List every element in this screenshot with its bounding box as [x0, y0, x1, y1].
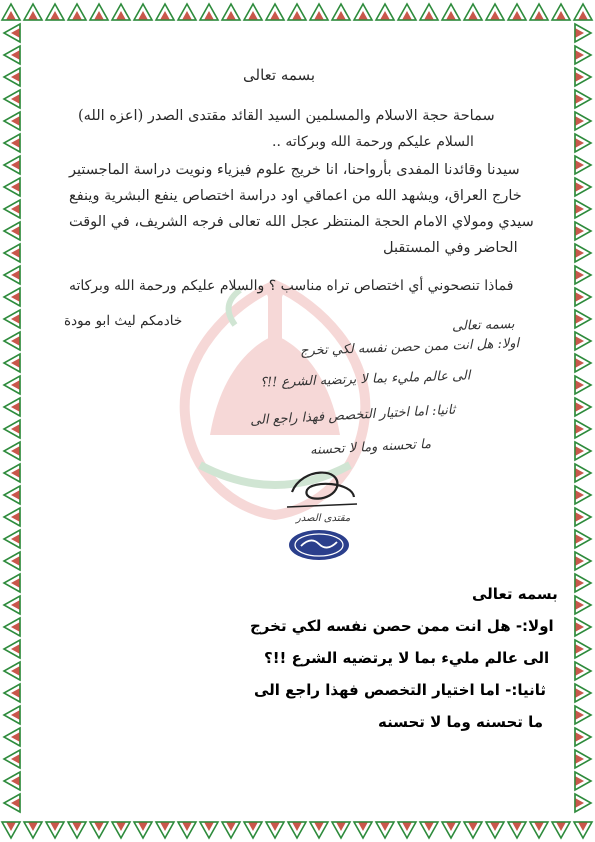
border-bottom [0, 820, 595, 842]
border-tile [0, 88, 22, 110]
border-tile [22, 820, 44, 842]
letter-basmala: بسمه تعالى [243, 66, 316, 84]
watermark-emblem [140, 265, 410, 530]
border-tile [0, 748, 22, 770]
letter-body-line4: الحاضر وفي المستقبل [383, 240, 518, 256]
border-tile [573, 198, 595, 220]
typed-reply-line2: الى عالم مليء بما لا يرتضيه الشرع !!؟ [264, 649, 550, 667]
border-tile [573, 330, 595, 352]
border-tile [573, 616, 595, 638]
border-tile [573, 770, 595, 792]
border-tile [0, 770, 22, 792]
border-tile [573, 220, 595, 242]
border-tile [0, 418, 22, 440]
border-tile [573, 506, 595, 528]
handwritten-line3: ثانيا: اما اختيار التخصص فهذا راجع الى [249, 402, 456, 429]
border-tile [0, 264, 22, 286]
handwritten-line4: ما تحسنه وما لا تحسنه [309, 436, 432, 459]
letter-body-line2: خارج العراق، ويشهد الله من اعماقي اود دراسة اختصاص ينفع البشرية وينفع [69, 188, 522, 204]
border-tile [0, 594, 22, 616]
border-tile [572, 820, 594, 842]
border-tile [0, 572, 22, 594]
border-tile [220, 0, 242, 22]
border-tile [573, 308, 595, 330]
border-tile [573, 440, 595, 462]
letter-signoff: خادمكم ليث ابو مودة [64, 313, 183, 329]
border-tile [0, 726, 22, 748]
border-tile [198, 0, 220, 22]
border-tile [132, 0, 154, 22]
border-tile [573, 594, 595, 616]
border-tile [0, 484, 22, 506]
border-tile [418, 820, 440, 842]
border-tile [0, 176, 22, 198]
border-tile [573, 264, 595, 286]
border-tile [0, 528, 22, 550]
border-tile [573, 66, 595, 88]
border-tile [573, 528, 595, 550]
border-tile [0, 506, 22, 528]
border-tile [396, 820, 418, 842]
border-tile [418, 0, 440, 22]
border-tile [0, 616, 22, 638]
border-tile [88, 0, 110, 22]
border-tile [176, 820, 198, 842]
border-tile [308, 820, 330, 842]
border-tile [0, 820, 22, 842]
border-tile [0, 286, 22, 308]
typed-reply-line3: ثانيا:- اما اختيار التخصص فهذا راجع الى [254, 681, 547, 699]
border-tile [573, 396, 595, 418]
border-tile [0, 792, 22, 814]
signature-name: مقتدى الصدر [296, 513, 351, 524]
handwritten-line2: الى عالم مليء بما لا يرتضيه الشرع !!؟ [259, 368, 471, 391]
border-tile [242, 0, 264, 22]
border-tile [0, 352, 22, 374]
border-tile [0, 704, 22, 726]
border-tile [573, 286, 595, 308]
border-tile [573, 418, 595, 440]
border-tile [352, 0, 374, 22]
letter-body-line3: سيدي ومولاي الامام الحجة المنتظر عجل الله تعالى فرجه الشريف، في الوقت [69, 214, 534, 230]
border-tile [572, 0, 594, 22]
letter-body-line1: سيدنا وقائدنا المفدى بأرواحنا، انا خريج علوم فيزياء ونويت دراسة الماجستير [69, 162, 520, 178]
border-tile [154, 0, 176, 22]
border-tile [308, 0, 330, 22]
border-tile [462, 820, 484, 842]
border-tile [0, 220, 22, 242]
border-tile [573, 462, 595, 484]
letter-addressee: سماحة حجة الاسلام والمسلمين السيد القائد مقتدى الصدر (اعزه الله) [78, 108, 495, 124]
border-tile [528, 820, 550, 842]
border-tile [0, 242, 22, 264]
border-tile [573, 88, 595, 110]
border-tile [573, 748, 595, 770]
border-tile [198, 820, 220, 842]
border-tile [44, 820, 66, 842]
border-tile [506, 820, 528, 842]
border-tile [573, 374, 595, 396]
border-tile [374, 0, 396, 22]
border-tile [66, 0, 88, 22]
border-tile [220, 820, 242, 842]
border-tile [573, 154, 595, 176]
border-tile [573, 176, 595, 198]
border-tile [352, 820, 374, 842]
border-tile [0, 308, 22, 330]
border-tile [0, 682, 22, 704]
border-tile [573, 352, 595, 374]
border-tile [0, 0, 22, 22]
border-tile [573, 110, 595, 132]
border-right [573, 22, 595, 820]
border-tile [264, 820, 286, 842]
border-tile [0, 550, 22, 572]
border-left [0, 22, 22, 820]
border-tile [0, 110, 22, 132]
border-tile [573, 792, 595, 814]
border-tile [484, 820, 506, 842]
border-tile [0, 440, 22, 462]
border-tile [573, 682, 595, 704]
border-tile [0, 374, 22, 396]
handwritten-line1: اولا: هل انت ممن حصن نفسه لكي تخرج [299, 336, 520, 359]
border-tile [573, 726, 595, 748]
border-tile [550, 0, 572, 22]
border-tile [573, 704, 595, 726]
border-tile [66, 820, 88, 842]
border-tile [0, 66, 22, 88]
seal-stamp [287, 528, 351, 562]
border-tile [0, 638, 22, 660]
border-tile [440, 0, 462, 22]
border-tile [506, 0, 528, 22]
border-tile [573, 638, 595, 660]
border-tile [0, 660, 22, 682]
border-tile [573, 550, 595, 572]
border-tile [573, 572, 595, 594]
border-tile [573, 484, 595, 506]
border-tile [573, 132, 595, 154]
border-tile [573, 44, 595, 66]
border-tile [286, 820, 308, 842]
border-top [0, 0, 595, 22]
border-tile [440, 820, 462, 842]
border-tile [0, 330, 22, 352]
border-tile [44, 0, 66, 22]
border-tile [330, 0, 352, 22]
typed-reply-line1: اولا:- هل انت ممن حصن نفسه لكي تخرج [250, 617, 554, 635]
border-tile [286, 0, 308, 22]
border-tile [0, 462, 22, 484]
border-tile [132, 820, 154, 842]
border-tile [0, 44, 22, 66]
letter-question: فماذا تنصحوني أي اختصاص تراه مناسب ؟ والسلام عليكم ورحمة الله وبركاته [69, 278, 514, 294]
border-tile [374, 820, 396, 842]
border-tile [0, 22, 22, 44]
border-tile [264, 0, 286, 22]
border-tile [573, 660, 595, 682]
border-tile [88, 820, 110, 842]
border-tile [0, 132, 22, 154]
border-tile [462, 0, 484, 22]
border-tile [242, 820, 264, 842]
border-tile [0, 396, 22, 418]
handwritten-basmala: بسمه تعالى [451, 316, 515, 335]
border-tile [0, 198, 22, 220]
border-tile [396, 0, 418, 22]
border-tile [573, 242, 595, 264]
border-tile [0, 154, 22, 176]
typed-reply-basmala: بسمه تعالى [472, 585, 558, 603]
letter-greeting: السلام عليكم ورحمة الله وبركاته .. [272, 134, 474, 150]
border-tile [154, 820, 176, 842]
border-tile [110, 820, 132, 842]
border-tile [176, 0, 198, 22]
border-tile [550, 820, 572, 842]
border-tile [573, 22, 595, 44]
typed-reply-line4: ما تحسنه وما لا تحسنه [378, 713, 544, 731]
border-tile [484, 0, 506, 22]
border-tile [528, 0, 550, 22]
border-tile [22, 0, 44, 22]
border-tile [330, 820, 352, 842]
border-tile [110, 0, 132, 22]
